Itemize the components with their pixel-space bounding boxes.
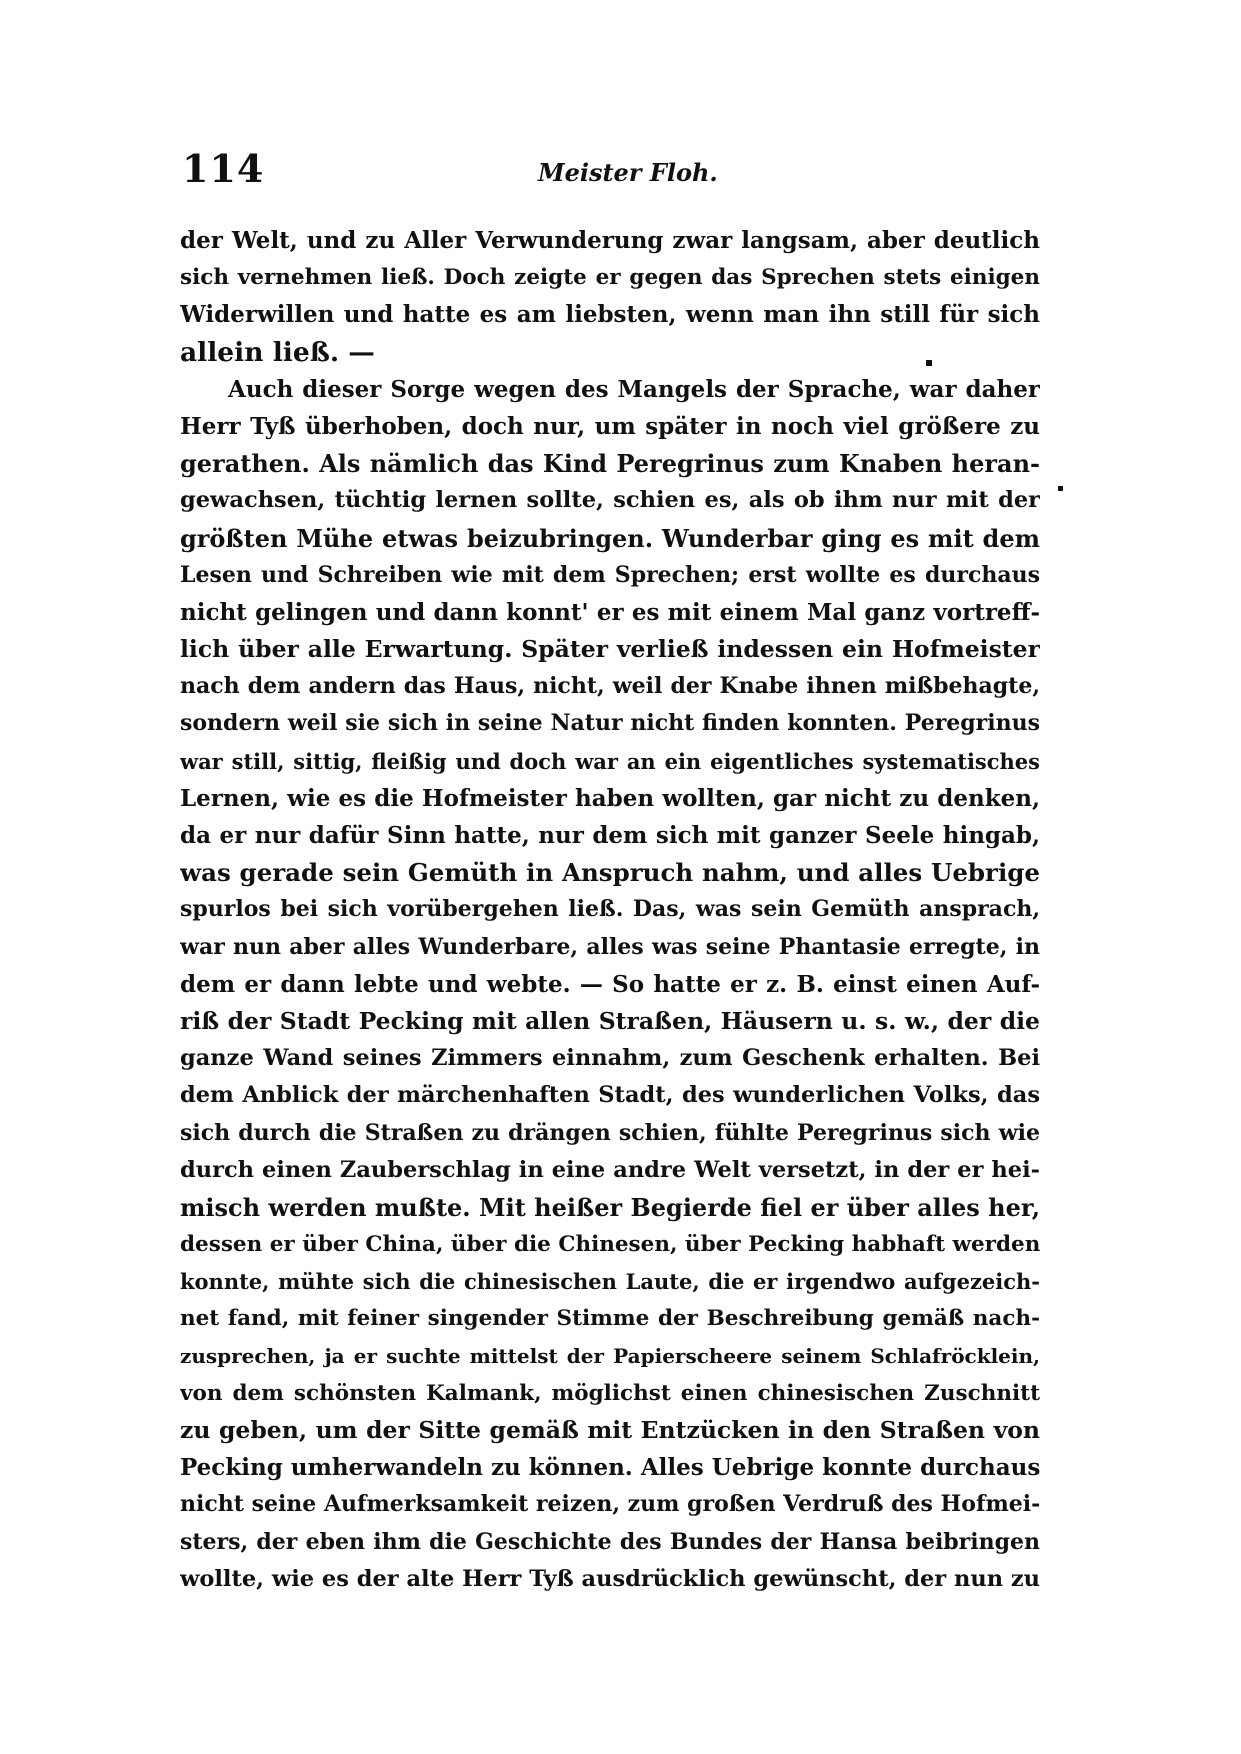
- text-line: sich vernehmen ließ. Doch zeigte er gegen das Sprechen stets einigen: [180, 265, 1040, 291]
- text-line: lich über alle Erwartung. Später verließ indessen ein Hofmeister: [180, 635, 1040, 664]
- text-line: Herr Tyß überhoben, doch nur, um später in noch viel größere zu: [180, 412, 1040, 440]
- page-header: [182, 146, 1042, 196]
- ink-speck: [926, 360, 932, 366]
- text-line: was gerade sein Gemüth in Anspruch nahm, und alles Uebrige: [180, 858, 1040, 888]
- text-line: nicht gelingen und dann konnt' er es mit einem Mal ganz vortreff-: [180, 598, 1040, 626]
- text-line: misch werden mußte. Mit heißer Begierde fiel er über alles her,: [180, 1192, 1040, 1222]
- text-line: größten Mühe etwas beizubringen. Wunderbar ging es mit dem: [180, 523, 1040, 553]
- text-line: sters, der eben ihm die Geschichte des Bundes der Hansa beibringen: [180, 1528, 1040, 1555]
- text-line: dem er dann lebte und webte. — So hatte er z. B. einst einen Auf-: [180, 970, 1040, 998]
- text-line: der Welt, und zu Aller Verwunderung zwar langsam, aber deutlich: [180, 227, 1040, 254]
- page-number: 114: [182, 146, 265, 191]
- text-line: nicht seine Aufmerksamkeit reizen, zum großen Verdruß des Hofmei-: [180, 1491, 1040, 1518]
- text-line: Lernen, wie es die Hofmeister haben wollten, gar nicht zu denken,: [180, 784, 1040, 812]
- text-line: dem Anblick der märchenhaften Stadt, des wunderlichen Volks, das: [180, 1082, 1040, 1109]
- text-line: gerathen. Als nämlich das Kind Peregrinus zum Knaben heran-: [180, 449, 1040, 479]
- text-line: zu geben, um der Sitte gemäß mit Entzücken in den Straßen von: [180, 1416, 1040, 1444]
- body-text: [180, 222, 1040, 1598]
- text-line: ganze Wand seines Zimmers einnahm, zum Geschenk erhalten. Bei: [180, 1045, 1040, 1072]
- text-line: war nun aber alles Wunderbare, alles was seine Phantasie erregte, in: [180, 933, 1040, 960]
- text-line: dessen er über China, über die Chinesen, über Pecking habhaft werden: [180, 1232, 1040, 1258]
- text-line: von dem schönsten Kalmank, möglichst einen chinesischen Zuschnitt: [180, 1380, 1040, 1406]
- text-line: wollte, wie es der alte Herr Tyß ausdrücklich gewünscht, der nun zu: [180, 1565, 1040, 1592]
- text-line: sondern weil sie sich in seine Natur nicht finden konnten. Peregrinus: [180, 710, 1040, 737]
- text-line: konnte, mühte sich die chinesischen Laute, die er irgendwo aufgezeich-: [180, 1269, 1040, 1295]
- text-line: Lesen und Schreiben wie mit dem Sprechen; erst wollte es durchaus: [180, 561, 1040, 588]
- text-line: allein ließ. —: [180, 336, 375, 368]
- text-line: riß der Stadt Pecking mit allen Straßen, Häusern u. s. w., der die: [180, 1006, 1040, 1035]
- text-line: Pecking umherwandeln zu können. Alles Uebrige konnte durchaus: [180, 1454, 1040, 1482]
- text-line: nach dem andern das Haus, nicht, weil der Knabe ihnen mißbehagte,: [180, 673, 1040, 700]
- text-line: net fand, mit feiner singender Stimme der Beschreibung gemäß nach-: [180, 1306, 1040, 1332]
- text-line: war still, sittig, fleißig und doch war an ein eigentliches systematisches: [180, 748, 1040, 774]
- text-line: durch einen Zauberschlag in eine andre Welt versetzt, in der er hei-: [180, 1156, 1040, 1183]
- text-line: Widerwillen und hatte es am liebsten, wenn man ihn still für sich: [180, 301, 1040, 329]
- text-line: da er nur dafür Sinn hatte, nur dem sich mit ganzer Seele hingab,: [180, 822, 1040, 849]
- text-line: zusprechen, ja er suchte mittelst der Papierscheere seinem Schlafröcklein,: [180, 1343, 1040, 1368]
- text-line: gewachsen, tüchtig lernen sollte, schien es, als ob ihm nur mit der: [180, 487, 1040, 514]
- running-head: Meister Floh.: [538, 158, 718, 187]
- ink-speck: [1058, 486, 1063, 491]
- text-line: spurlos bei sich vorübergehen ließ. Das, was sein Gemüth ansprach,: [180, 896, 1040, 923]
- text-line: Auch dieser Sorge wegen des Mangels der Sprache, war daher: [228, 375, 1040, 403]
- text-line: sich durch die Straßen zu drängen schien, fühlte Peregrinus sich wie: [180, 1119, 1040, 1146]
